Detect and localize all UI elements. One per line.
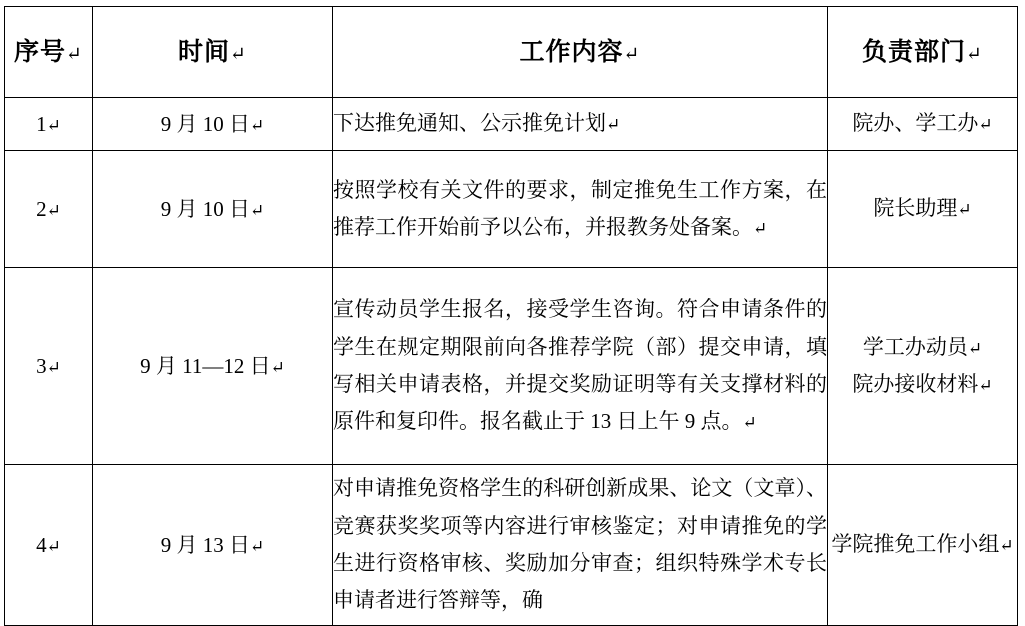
- row-3-dept: [828, 268, 1018, 465]
- paragraph-mark: ↵: [66, 43, 83, 65]
- row-2-time-value: 9 月 10 日: [160, 196, 250, 221]
- row-3-work-value: 宣传动员学生报名，接受学生咨询。符合申请条件的学生在规定期限前向各推荐学院（部）提交申请，填写相关申请表格，并提交奖励证明等有关支撑材料的原件和复印件。报名截止于 13 日上午 9 点。: [333, 297, 827, 434]
- table-row: [5, 268, 1018, 465]
- paragraph-mark: ↵: [606, 115, 621, 135]
- row-3-dept-value-1: 学工办动员: [862, 334, 968, 359]
- row-2-work-value: 按照学校有关文件的要求，制定推免生工作方案，在推荐工作开始前予以公布，并报教务处备案。: [333, 177, 827, 239]
- column-header-time-label: 时间: [178, 38, 231, 66]
- row-3-work: [333, 268, 828, 465]
- row-3-dept-line-2: [828, 366, 1017, 403]
- document-page: [0, 6, 1025, 615]
- row-4-time: [93, 465, 333, 626]
- paragraph-mark: ↵: [742, 413, 757, 433]
- column-header-no-label: 序号: [14, 38, 67, 66]
- paragraph-mark: ↵: [230, 43, 247, 65]
- row-3-time-value: 9 月 11—12 日: [140, 353, 271, 378]
- row-1-work: [333, 98, 828, 151]
- paragraph-mark: ↵: [46, 536, 61, 556]
- row-4-dept: [828, 465, 1018, 626]
- row-1-time: [93, 98, 333, 151]
- column-header-work: [333, 7, 828, 98]
- row-2-no-value: 2: [36, 196, 47, 221]
- paragraph-mark: ↵: [46, 357, 61, 377]
- table-row: [5, 98, 1018, 151]
- paragraph-mark: ↵: [978, 376, 993, 395]
- row-4-time-value: 9 月 13 日: [160, 532, 250, 557]
- paragraph-mark: ↵: [46, 115, 61, 135]
- row-3-no: [5, 268, 93, 465]
- paragraph-mark: ↵: [957, 200, 972, 220]
- column-header-work-label: 工作内容: [519, 38, 624, 66]
- paragraph-mark: ↵: [270, 357, 285, 377]
- row-4-work: [333, 465, 828, 626]
- row-1-work-value: 下达推免通知、公示推免计划: [333, 111, 606, 136]
- paragraph-mark: ↵: [623, 43, 641, 65]
- paragraph-mark: ↵: [978, 115, 993, 135]
- row-4-no-value: 4: [36, 532, 47, 557]
- row-1-dept: [828, 98, 1018, 151]
- schedule-table: [4, 6, 1018, 626]
- row-2-dept-value: 院长助理: [873, 196, 958, 221]
- row-4-dept-value: 学院推免工作小组: [831, 532, 1000, 557]
- paragraph-mark: ↵: [966, 43, 983, 65]
- row-2-work: [333, 151, 828, 268]
- paragraph-mark: ↵: [46, 200, 61, 220]
- row-1-dept-value: 院办、学工办: [852, 111, 979, 136]
- row-3-time: [93, 268, 333, 465]
- row-1-no-value: 1: [36, 111, 47, 136]
- row-2-dept: [828, 151, 1018, 268]
- row-2-time: [93, 151, 333, 268]
- table-header-row: [5, 7, 1018, 98]
- row-2-no: [5, 151, 93, 268]
- row-3-dept-value-2: 院办接收材料: [852, 372, 979, 396]
- paragraph-mark: ↵: [250, 536, 265, 556]
- column-header-dept: [828, 7, 1018, 98]
- column-header-time: [93, 7, 333, 98]
- paragraph-mark: ↵: [999, 536, 1014, 556]
- row-1-no: [5, 98, 93, 151]
- column-header-no: [5, 7, 93, 98]
- paragraph-mark: ↵: [967, 338, 983, 358]
- paragraph-mark: ↵: [250, 200, 265, 220]
- column-header-dept-label: 负责部门: [862, 38, 967, 66]
- paragraph-mark: ↵: [753, 219, 768, 238]
- paragraph-mark: ↵: [250, 115, 265, 135]
- row-4-work-value: 对申请推免资格学生的科研创新成果、论文（文章）、竞赛获奖奖项等内容进行审核鉴定；对申请推免的学生进行资格审核、奖励加分审查；组织特殊学术专长申请者进行答辩等，确: [333, 476, 827, 613]
- row-3-no-value: 3: [36, 353, 47, 378]
- row-4-no: [5, 465, 93, 626]
- table-row: [5, 465, 1018, 626]
- row-3-dept-line-1: [828, 329, 1017, 366]
- row-1-time-value: 9 月 10 日: [160, 111, 250, 136]
- table-row: [5, 151, 1018, 268]
